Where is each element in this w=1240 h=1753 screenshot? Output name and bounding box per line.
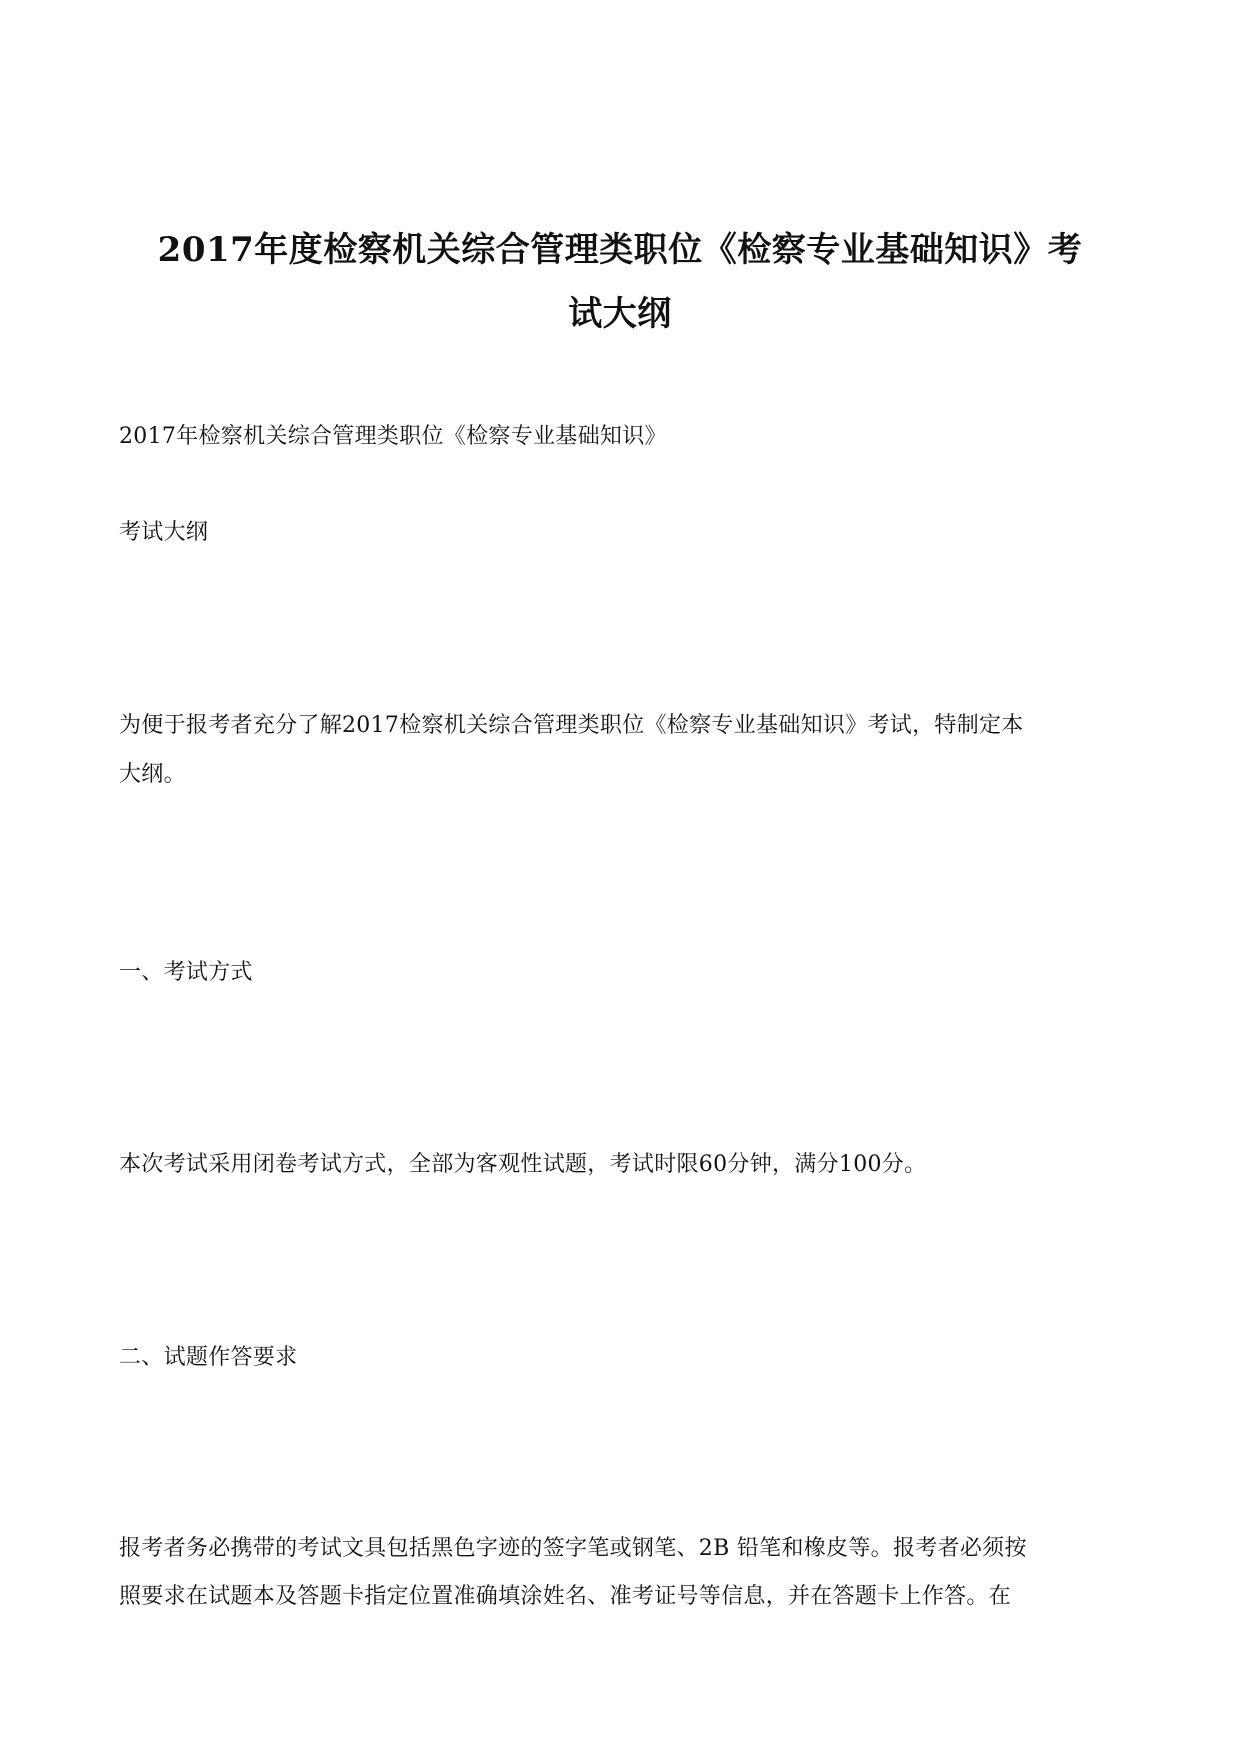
subtitle-line: 2017年检察机关综合管理类职位《检察专业基础知识》: [119, 424, 667, 449]
section-heading-exam-method: 一、考试方式: [119, 960, 253, 985]
subtitle-exam-outline: 考试大纲: [119, 520, 209, 545]
answer-requirements-line-2: 照要求在试题本及答题卡指定位置准确填涂姓名、准考证号等信息，并在答题卡上作答。在: [119, 1584, 1012, 1609]
answer-requirements-line-1: 报考者务必携带的考试文具包括黑色字迹的签字笔或钢笔、2B 铅笔和橡皮等。报考者必须按: [119, 1536, 1027, 1561]
intro-paragraph-line-1: 为便于报考者充分了解2017检察机关综合管理类职位《检察专业基础知识》考试，特制定本: [119, 713, 1024, 738]
exam-method-paragraph: 本次考试采用闭卷考试方式，全部为客观性试题，考试时限60分钟，满分100分。: [119, 1152, 927, 1177]
intro-paragraph-line-2: 大纲。: [119, 762, 186, 787]
document-title-line-2: 试大纲: [568, 294, 672, 334]
section-heading-answer-requirements: 二、试题作答要求: [119, 1345, 298, 1370]
document-title-line-1: 2017年度检察机关综合管理类职位《检察专业基础知识》考: [157, 230, 1083, 270]
